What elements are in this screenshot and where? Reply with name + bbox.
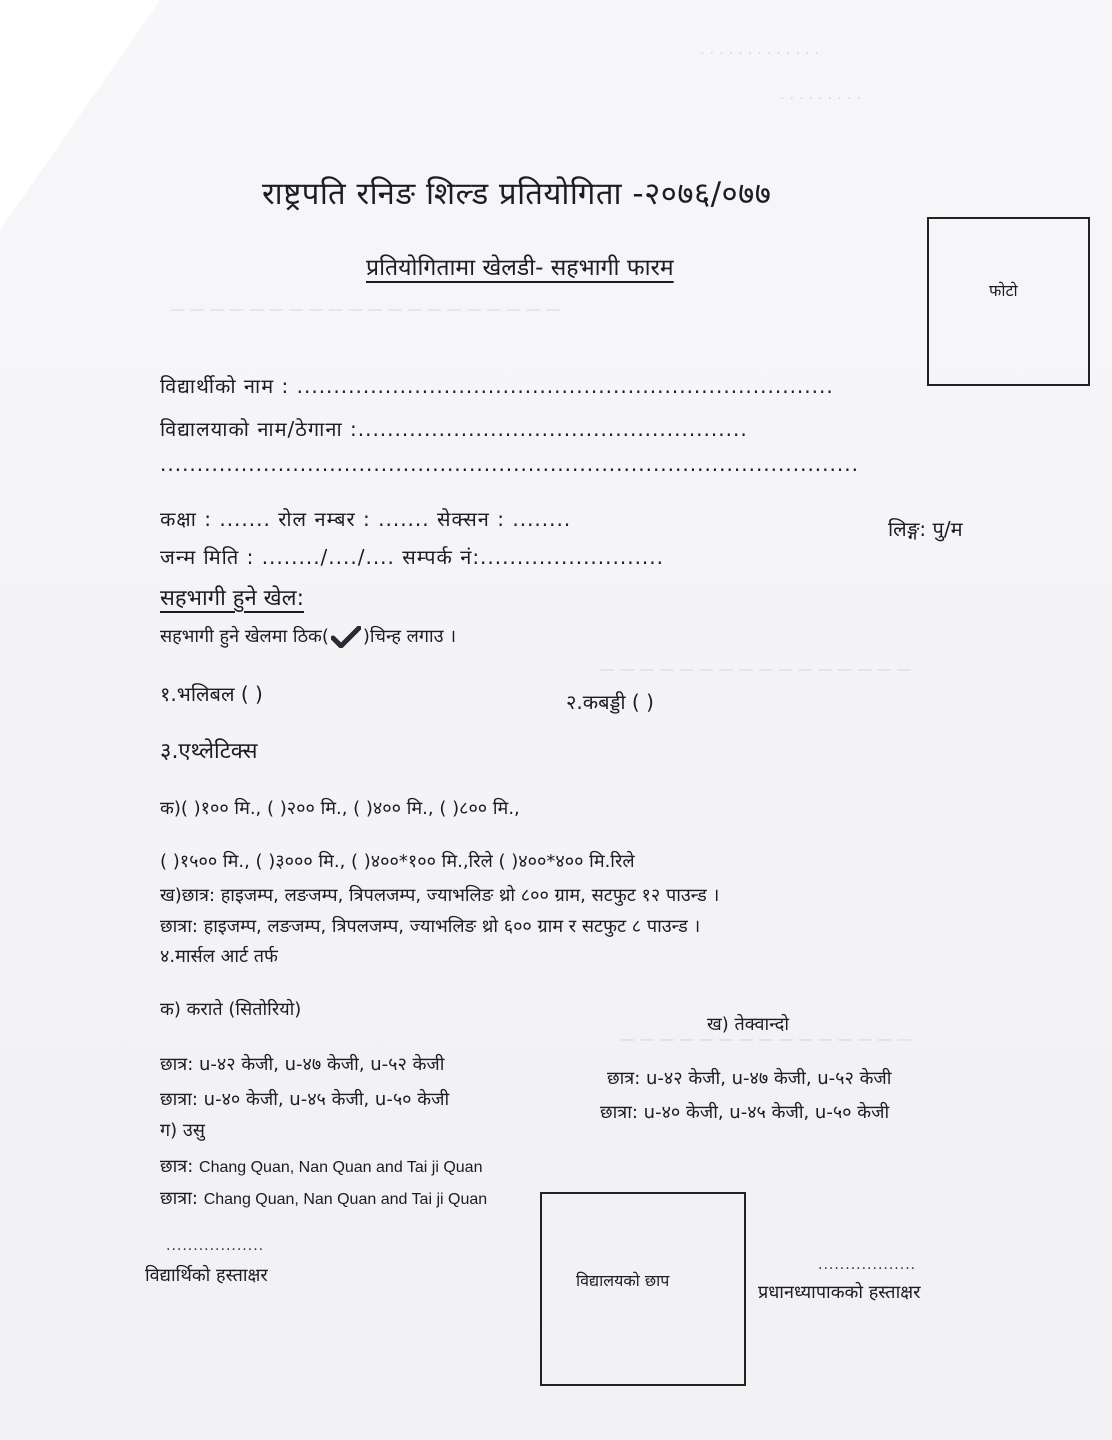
form-subtitle: प्रतियोगितामा खेलडी- सहभागी फारम	[366, 255, 674, 281]
wushu-heading: ग) उसु	[160, 1120, 205, 1141]
instruction-line	[160, 624, 456, 648]
field-events-girls: छात्रा: हाइजम्प, लङजम्प, त्रिपलजम्प, ज्याभलिङ थ्रो ६०० ग्राम र सटफुट ८ पाउन्ड ।	[160, 916, 701, 937]
photo-box	[927, 217, 1090, 386]
checkmark-icon	[331, 626, 361, 648]
bleed-through-text: — — — — — — — — — — — — — — —	[620, 1030, 912, 1048]
bleed-through-text: . . . . . . . . . . . . .	[700, 40, 820, 58]
taekwondo-girls-weights: छात्रा: u-४० केजी, u-४५ केजी, u-५० केजी	[600, 1102, 890, 1123]
principal-signature-label: प्रधानध्यापाकको हस्ताक्षर	[758, 1282, 921, 1303]
school-address-field[interactable]: ...............................................................................................	[160, 452, 859, 476]
wushu-boys-line	[160, 1154, 482, 1178]
school-stamp-box	[540, 1192, 746, 1386]
instruction-text-before: सहभागी हुने खेलमा ठिक(	[160, 626, 329, 647]
wushu-girls-events: Chang Quan, Nan Quan and Tai ji Quan	[203, 1191, 488, 1208]
principal-signature-line[interactable]: ..................	[818, 1257, 917, 1273]
wushu-girls-line	[160, 1186, 487, 1210]
wushu-boys-events: Chang Quan, Nan Quan and Tai ji Quan	[199, 1159, 483, 1176]
dob-contact-field[interactable]: जन्म मिति : ......../..../.... सम्पर्क नं:.........................	[160, 545, 664, 569]
form-title: राष्ट्रपति रनिङ शिल्ड प्रतियोगिता -२०७६/०७७	[262, 176, 772, 212]
taekwondo-boys-weights: छात्र: u-४२ केजी, u-४७ केजी, u-५२ केजी	[607, 1068, 892, 1089]
wushu-girls-label: छात्रा:	[160, 1188, 198, 1209]
bleed-through-text: — — — — — — — — — — — — — — — — — — — —	[170, 300, 561, 318]
karate-girls-weights: छात्रा: u-४० केजी, u-४५ केजी, u-५० केजी	[160, 1089, 450, 1110]
school-stamp-label: विद्यालयको छाप	[576, 1271, 670, 1290]
athletics-track-row-2[interactable]: ( )१५०० मि., ( )३००० मि., ( )४००*१०० मि.,रिले ( )४००*४०० मि.रिले	[160, 851, 635, 872]
student-signature-label: विद्यार्थिको हस्ताक्षर	[145, 1265, 268, 1286]
athletics-track-row-1[interactable]: क)( )१०० मि., ( )२०० मि., ( )४०० मि., ( )८०० मि.,	[160, 798, 520, 819]
class-roll-section-field[interactable]: कक्षा : ....... रोल नम्बर : ....... सेक्सन : ........	[160, 507, 572, 531]
taekwondo-heading: ख) तेक्वान्दो	[707, 1014, 789, 1035]
martial-arts-heading: ४.मार्सल आर्ट तर्फ	[160, 946, 278, 967]
school-name-field[interactable]: विद्यालयाको नाम/ठेगाना :.....................................................	[160, 417, 748, 441]
student-name-field[interactable]: विद्यार्थीको नाम : .........................................................................	[160, 374, 834, 398]
gender-field[interactable]: लिङ्ग: पु/म	[888, 517, 963, 541]
photo-label: फोटो	[989, 281, 1018, 300]
bleed-through-text: — — — — — — — — — — — — — — — —	[600, 660, 912, 678]
karate-heading: क) कराते (सितोरियो)	[160, 999, 302, 1020]
student-signature-line[interactable]: ..................	[166, 1238, 265, 1254]
field-events-boys: ख)छात्र: हाइजम्प, लङजम्प, त्रिपलजम्प, ज्याभलिङ थ्रो ८०० ग्राम, सटफुट १२ पाउन्ड ।	[160, 885, 720, 906]
games-heading: सहभागी हुने खेल:	[160, 586, 305, 611]
folded-corner	[0, 0, 160, 230]
kabaddi-option[interactable]: २.कबड्डी ( )	[566, 690, 654, 714]
wushu-boys-label: छात्र:	[160, 1156, 194, 1177]
karate-boys-weights: छात्र: u-४२ केजी, u-४७ केजी, u-५२ केजी	[160, 1054, 445, 1075]
instruction-text-after: )चिन्ह लगाउ ।	[362, 626, 457, 647]
bleed-through-text: . . . . . . . . .	[780, 85, 862, 103]
volleyball-option[interactable]: १.भलिबल ( )	[160, 682, 263, 706]
athletics-heading: ३.एथ्लेटिक्स	[160, 739, 258, 764]
